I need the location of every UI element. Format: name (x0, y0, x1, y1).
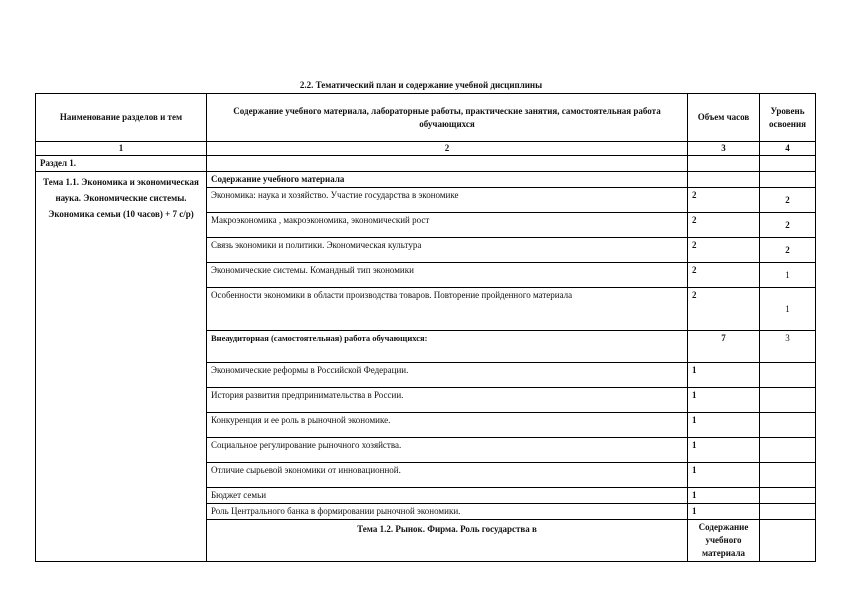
independent-work-level: 3 (760, 331, 816, 363)
row-level: 2 (760, 238, 816, 263)
row-hours: 1 (688, 504, 760, 520)
row-hours: 1 (688, 413, 760, 438)
row-text: Макроэкономика , макроэкономика, экономический рост (207, 213, 688, 238)
header-level: Уровень освоения (760, 94, 816, 142)
row-text: Связь экономики и политики. Экономическая культура (207, 238, 688, 263)
row-hours: 2 (688, 238, 760, 263)
row-hours: 2 (688, 213, 760, 238)
header-sections: Наименование разделов и тем (36, 94, 207, 142)
topic-1-title: Тема 1.1. Экономика и экономическая наука. Экономические системы. Экономика семьи (10 часов) + 7 с/р) (36, 172, 207, 562)
row-level: 1 (760, 263, 816, 288)
column-numbers-row (36, 142, 816, 156)
row-level: 2 (760, 213, 816, 238)
row-text: Роль Центрального банка в формировании рыночной экономики. (207, 504, 688, 520)
content-heading: Содержание учебного материала (207, 172, 688, 188)
row-text: Экономика: наука и хозяйство. Участие государства в экономике (207, 188, 688, 213)
column-number: 3 (688, 142, 760, 156)
header-row (36, 94, 816, 142)
column-number: 1 (36, 142, 207, 156)
row-hours: 1 (688, 363, 760, 388)
row-text: Социальное регулирование рыночного хозяйства. (207, 438, 688, 463)
row-text: Бюджет семьи (207, 488, 688, 504)
row-hours: 2 (688, 188, 760, 213)
independent-work-hours: 7 (688, 331, 760, 363)
row-level: 1 (760, 288, 816, 331)
content-heading-row (36, 172, 816, 188)
row-text: Экономические системы. Командный тип экономики (207, 263, 688, 288)
thematic-plan-table (35, 93, 816, 562)
row-text: Экономические реформы в Российской Федерации. (207, 363, 688, 388)
row-level: 2 (760, 188, 816, 213)
row-hours: 1 (688, 388, 760, 413)
page-title: 2.2. Тематический план и содержание учебной дисциплины (299, 80, 543, 90)
topic-2-title: Тема 1.2. Рынок. Фирма. Роль государства в (207, 520, 688, 562)
row-hours: 1 (688, 488, 760, 504)
row-hours: 1 (688, 463, 760, 488)
row-hours: 2 (688, 288, 760, 331)
header-hours: Объем часов (688, 94, 760, 142)
header-content: Содержание учебного материала, лабораторные работы, практические занятия, самостоятельная работа обучающихся (207, 94, 688, 142)
row-text: Отличие сырьевой экономики от инновационной. (207, 463, 688, 488)
topic-2-content-heading: Содержание учебного материала (688, 520, 760, 562)
row-hours: 1 (688, 438, 760, 463)
row-text: История развития предпринимательства в России. (207, 388, 688, 413)
section-row (36, 156, 816, 172)
column-number: 4 (760, 142, 816, 156)
independent-work-title: Внеаудиторная (самостоятельная) работа обучающихся: (207, 331, 688, 363)
row-hours: 2 (688, 263, 760, 288)
column-number: 2 (207, 142, 688, 156)
section-label: Раздел 1. (36, 156, 207, 172)
row-text: Особенности экономики в области производства товаров. Повторение пройденного материала (207, 288, 688, 331)
row-text: Конкуренция и ее роль в рыночной экономике. (207, 413, 688, 438)
